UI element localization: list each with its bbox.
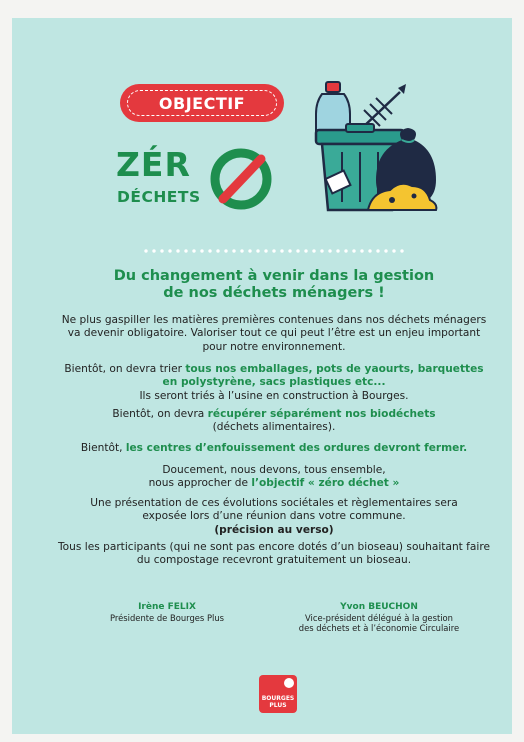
objectif-badge-border [127, 90, 277, 116]
signature-left-role: Présidente de Bourges Plus [109, 612, 225, 623]
zero-title: ZÉR [116, 145, 191, 184]
paragraph-2-outro: Ils seront triés à l’usine en construction à Bourges. [139, 389, 409, 402]
signature-left [92, 602, 242, 623]
bourges-plus-logo [259, 675, 297, 713]
paragraph-4-intro: Bientôt, [80, 442, 126, 454]
signature-right [294, 602, 464, 634]
paragraph-2-highlight: tous nos emballages, pots de yaourts, barquettes en polystyrène, sacs plastiques etc... [162, 363, 484, 389]
flyer-sheet [12, 18, 512, 734]
paragraph-5-highlight: l’objectif « zéro déchet » [251, 477, 400, 490]
dechets-title: DÉCHETS [117, 188, 201, 206]
headline-line-1: Du changement à venir dans la gestion [113, 268, 435, 284]
logo-text [259, 695, 297, 709]
paragraph-5-line-1: Doucement, nous devons, tous ensemble, [162, 464, 386, 476]
paragraph-3-outro: (déchets alimentaires). [212, 421, 336, 434]
signature-right-role-1: Vice-président délégué à la gestion [305, 612, 453, 623]
logo-dot-icon [284, 678, 294, 688]
signature-left-name: Irène FELIX [138, 602, 196, 612]
waste-bin-illustration-icon [302, 78, 452, 218]
headline [52, 268, 496, 302]
paragraph-5 [56, 464, 492, 491]
paragraph-3-intro: Bientôt, on devra [112, 408, 208, 420]
signature-right-role-2: des déchets et à l’économie Circulaire [298, 623, 460, 633]
paragraph-2-intro: Bientôt, on devra trier [64, 363, 186, 375]
paragraph-5-intro: nous approcher de [148, 477, 252, 490]
headline-line-2: de nos déchets ménagers ! [163, 285, 385, 301]
paragraph-4 [56, 442, 492, 455]
paragraph-7: Tous les participants (qui ne sont pas encore dotés d’un bioseau) souhaitant faire du compostage recevront gratuitement un bioseau. [58, 541, 490, 567]
paragraph-2 [56, 363, 492, 403]
paragraph-4-highlight: les centres d’enfouissement des ordures devront fermer. [125, 442, 468, 454]
dotted-divider [142, 249, 406, 253]
paragraph-6 [89, 497, 459, 537]
paragraph-1: Ne plus gaspiller les matières premières contenues dans nos déchets ménagers va devenir obligatoire. Valoriser tout ce qui peut l’être est un enjeu important pour notre environnement. [61, 314, 487, 353]
paragraph-6-text: Une présentation de ces évolutions sociétales et règlementaires sera exposée lors d’une réunion dans votre commune. [90, 497, 458, 523]
logo-line-2: PLUS [269, 702, 287, 709]
paragraph-3 [56, 408, 492, 435]
logo-line-1: BOURGES [261, 695, 295, 702]
objectif-badge [120, 84, 284, 122]
zero-forbidden-icon [208, 146, 274, 212]
paragraph-3-highlight: récupérer séparément nos biodéchets [207, 408, 436, 420]
objectif-label: OBJECTIF [158, 93, 246, 113]
paragraph-6-note: (précision au verso) [214, 523, 334, 536]
signature-right-name: Yvon BEUCHON [340, 602, 418, 612]
